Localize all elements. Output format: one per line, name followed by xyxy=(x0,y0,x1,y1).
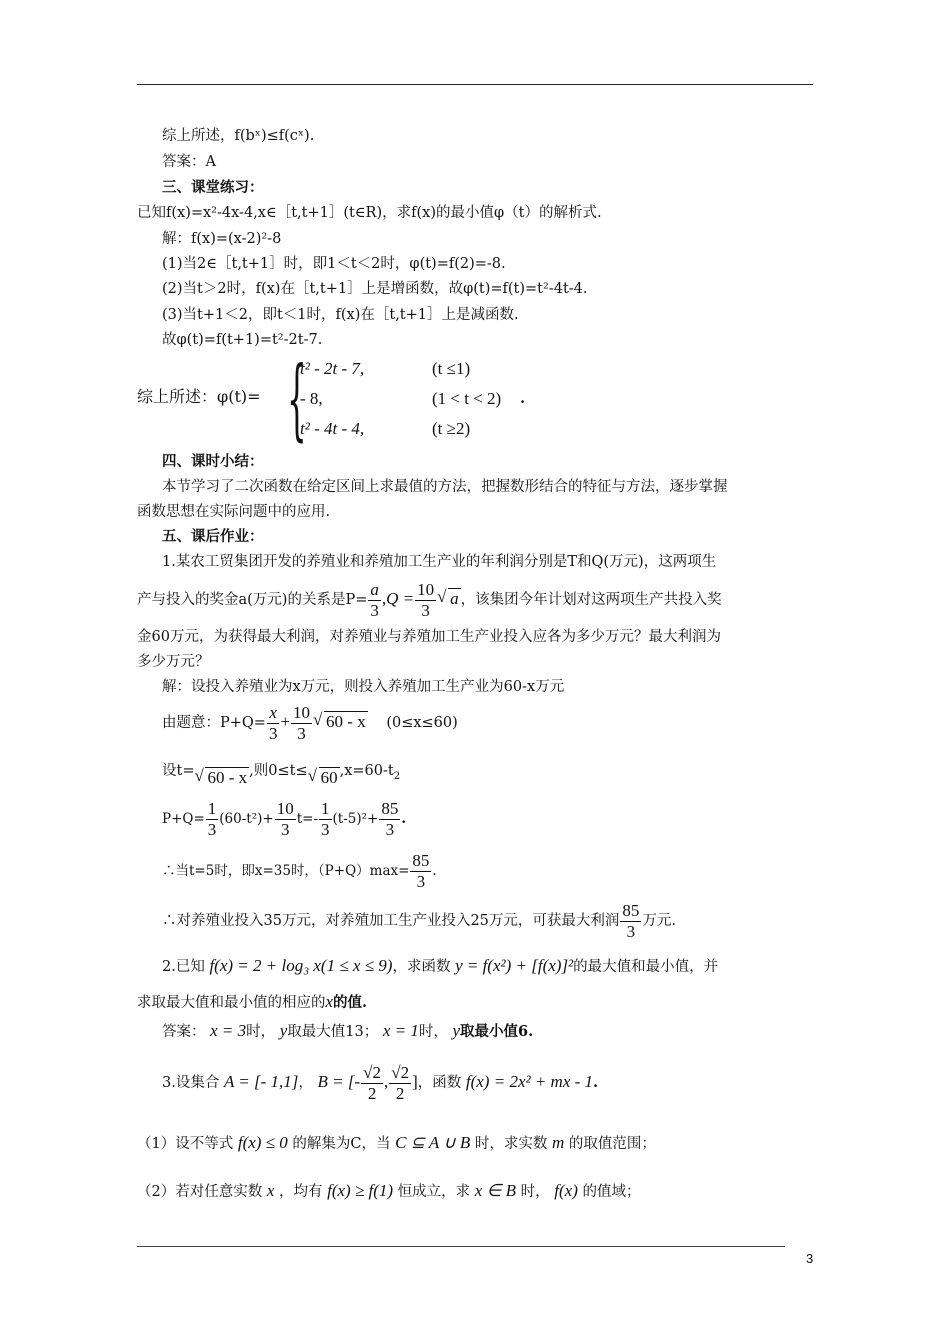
piece-expr: - 8, xyxy=(300,389,323,408)
text: 取最大值13； xyxy=(287,1024,379,1040)
fraction xyxy=(319,799,332,840)
fraction xyxy=(206,799,219,840)
header-rule xyxy=(137,84,813,85)
denominator: 3 xyxy=(268,723,278,743)
text: (t-5)²+ xyxy=(332,811,379,827)
math: B = [- xyxy=(317,1072,361,1091)
text: 的取值范围； xyxy=(568,1136,656,1152)
denominator: 3 xyxy=(207,820,217,839)
denominator: 3 xyxy=(626,921,636,941)
left-brace: { xyxy=(287,347,307,450)
text: ， xyxy=(298,1075,313,1091)
text: 取最小值6. xyxy=(460,1023,534,1040)
radicand: 60 - x xyxy=(326,712,366,731)
math: f(x) ≥ f(1) xyxy=(327,1181,394,1200)
text: 3.设集合 xyxy=(162,1075,220,1091)
text-line: 已知f(x)=x²-4x-4,x∈［t,t+1］(t∈R)，求f(x)的最小值φ（t）的解析式. xyxy=(137,205,602,221)
numerator: 85 xyxy=(412,851,430,870)
text-line: 本节学习了二次函数在给定区间上求最值的方法，把握数形结合的特征与方法，逐步掌握 xyxy=(162,479,728,495)
numerator: 10 xyxy=(276,799,294,818)
text: ，均有 xyxy=(279,1184,323,1200)
numerator: 1 xyxy=(321,799,330,818)
fraction xyxy=(379,799,400,840)
text: . xyxy=(432,863,437,879)
text: 时， xyxy=(246,1024,276,1040)
math: x = 3 xyxy=(210,1021,247,1040)
text-line xyxy=(162,849,437,897)
numerator: a xyxy=(370,579,379,599)
text-line xyxy=(162,752,400,795)
text: 产与投入的奖金a(万元)的关系是P= xyxy=(137,592,368,608)
text: (60-t²)+ xyxy=(219,811,274,827)
denominator: 2 xyxy=(367,1083,377,1103)
text-line xyxy=(162,702,458,746)
numerator: √2 xyxy=(363,1062,381,1082)
fraction xyxy=(267,703,280,744)
piece-cond: (t ≤1) xyxy=(432,359,471,378)
text-line: 综上所述，f(bˣ)≤f(cˣ). xyxy=(162,128,315,144)
text-line xyxy=(162,952,718,981)
fraction xyxy=(410,851,431,892)
text: ，该集团今年计划对这两项生产共投入奖 xyxy=(460,592,722,608)
section-heading: 四、课时小结： xyxy=(162,453,264,470)
math: x = 1 xyxy=(382,1021,419,1040)
fraction xyxy=(291,703,312,744)
denominator: 3 xyxy=(416,872,426,891)
text-line xyxy=(162,1021,533,1042)
text: 万元. xyxy=(642,913,677,929)
math: y xyxy=(452,1021,461,1040)
denominator: 3 xyxy=(280,820,290,839)
piece-dot: . xyxy=(520,390,526,407)
text: P+Q= xyxy=(162,811,205,827)
text: t=- xyxy=(296,811,319,827)
piece-expr: t² - 4t - 4, xyxy=(300,419,365,438)
math: m xyxy=(552,1133,565,1152)
denominator: 3 xyxy=(385,820,395,839)
numerator: 10 xyxy=(293,702,311,722)
text: 时， xyxy=(418,1024,448,1040)
piece-expr: t² - 2t - 7, xyxy=(300,359,365,378)
denominator: 2 xyxy=(395,1083,405,1103)
denominator: 3 xyxy=(321,820,330,839)
text-line xyxy=(162,797,406,845)
text-line: 1.某农工贸集团开发的养殖业和养殖加工生产业的年利润分别是T和Q(万元)，这两项生 xyxy=(162,554,717,570)
text: 设t= xyxy=(162,763,195,779)
text: 恒成立，求 xyxy=(397,1184,471,1200)
text-line: (3)当t+1＜2，即t＜1时，f(x)在［t,t+1］上是减函数. xyxy=(162,307,519,323)
numerator: √2 xyxy=(391,1062,410,1082)
math: f(x) ≤ 0 xyxy=(237,1133,288,1152)
numerator: 85 xyxy=(622,900,640,920)
text: 时，求实数 xyxy=(474,1136,548,1152)
page-number: 3 xyxy=(806,1251,814,1266)
bracket: ] xyxy=(412,1072,418,1091)
radicand: a xyxy=(450,589,459,608)
text-line: 解：设投入养殖业为x万元，则投入养殖加工生产业为60-x万元 xyxy=(162,679,565,695)
math: y = f(x²) + [f(x)]² xyxy=(455,956,574,975)
math: C ⊆ A ∪ B xyxy=(395,1133,471,1152)
text: （2）若对任意实数 xyxy=(137,1184,263,1200)
text-line xyxy=(137,577,722,625)
text-line: 答案：A xyxy=(162,154,216,170)
radical xyxy=(308,760,340,796)
subscript: 2 xyxy=(393,770,401,782)
fraction xyxy=(275,799,296,840)
radicand: 60 xyxy=(320,768,338,787)
text: ∴当t=5时，即x=35时，（P+Q）max= xyxy=(162,863,410,879)
text: 的最大值和最小值，并 xyxy=(573,959,719,975)
text: ，函数 xyxy=(417,1075,462,1091)
numerator: x xyxy=(267,703,280,724)
text-line: 金60万元，为获得最大利润，对养殖业与养殖加工生产业投入应各为多少万元？最大利润为 xyxy=(137,629,721,645)
text: （1）设不等式 xyxy=(137,1136,234,1152)
text-line: 故φ(t)=f(t+1)=t²-2t-7. xyxy=(162,332,323,348)
denominator: 3 xyxy=(297,723,306,743)
radical xyxy=(437,577,461,621)
denominator: 3 xyxy=(421,600,430,620)
math: A = [- 1,1] xyxy=(223,1072,299,1091)
math: y xyxy=(279,1021,288,1040)
text: 2.已知 xyxy=(162,959,205,975)
fraction xyxy=(361,1063,383,1104)
fraction xyxy=(415,580,436,621)
text-line xyxy=(137,1176,640,1207)
denominator: 3 xyxy=(370,600,379,620)
text: ,x=60-t xyxy=(339,763,394,779)
text-line: (2)当t＞2时，f(x)在［t,t+1］上是增函数，故φ(t)=f(t)=t²-4t-4. xyxy=(162,281,588,297)
text-line xyxy=(137,1128,656,1159)
fraction xyxy=(389,1063,411,1104)
text: 的值. xyxy=(333,994,368,1011)
text: 的值域； xyxy=(582,1184,641,1200)
text: 答案： xyxy=(162,1024,206,1040)
plus: + xyxy=(280,712,291,731)
text: ∴对养殖业投入35万元，对养殖加工生产业投入25万元，可获最大利润 xyxy=(162,913,620,929)
text-line xyxy=(137,992,367,1013)
numerator: 1 xyxy=(207,799,217,818)
numerator: 85 xyxy=(381,799,399,818)
text: 时， xyxy=(520,1184,550,1200)
text: . xyxy=(401,811,407,827)
text: 由题意：P+Q= xyxy=(162,715,266,731)
math: x xyxy=(325,992,334,1011)
comma: , xyxy=(384,1072,389,1091)
comma: , xyxy=(381,589,387,608)
section-heading: 五、课后作业： xyxy=(162,528,264,545)
math: Q = xyxy=(386,589,415,608)
text: (0≤x≤60) xyxy=(386,715,458,731)
text-line: 解：f(x)=(x-2)²-8 xyxy=(162,231,282,247)
footer-rule xyxy=(137,1246,785,1247)
radical xyxy=(313,702,368,742)
text-line: 函数思想在实际问题中的应用. xyxy=(137,504,331,520)
fraction xyxy=(620,901,641,942)
math: f(x) = 2 + log₃ x(1 ≤ x ≤ 9) xyxy=(209,956,393,975)
text-line xyxy=(162,899,676,947)
piece-cond: (t ≥2) xyxy=(432,419,471,438)
piece-cond: (1 < t < 2) xyxy=(432,389,502,408)
radical xyxy=(194,760,249,796)
radicand: 60 - x xyxy=(207,768,248,787)
text: 的解集为C，当 xyxy=(292,1136,391,1152)
text: 求取最大值和最小值的相应的 xyxy=(137,995,326,1011)
text: ,则0≤t≤ xyxy=(249,763,308,779)
text: ，求函数 xyxy=(392,959,451,975)
fraction xyxy=(368,580,381,621)
math: f(x) = 2x² + mx - 1 xyxy=(465,1072,594,1091)
math: x ∈ B xyxy=(474,1181,517,1200)
text-line: 多少万元？ xyxy=(137,654,210,670)
text-line: (1)当2∈［t,t+1］时，即1＜t＜2时，φ(t)=f(2)=-8. xyxy=(162,256,506,272)
text: . xyxy=(593,1074,599,1091)
section-heading: 三、课堂练习： xyxy=(162,179,264,196)
piecewise-label: 综上所述：φ(t)= xyxy=(137,387,261,406)
numerator: 10 xyxy=(417,579,435,599)
text-line xyxy=(162,1060,598,1108)
math: f(x) xyxy=(554,1181,578,1200)
math: x xyxy=(266,1181,275,1200)
